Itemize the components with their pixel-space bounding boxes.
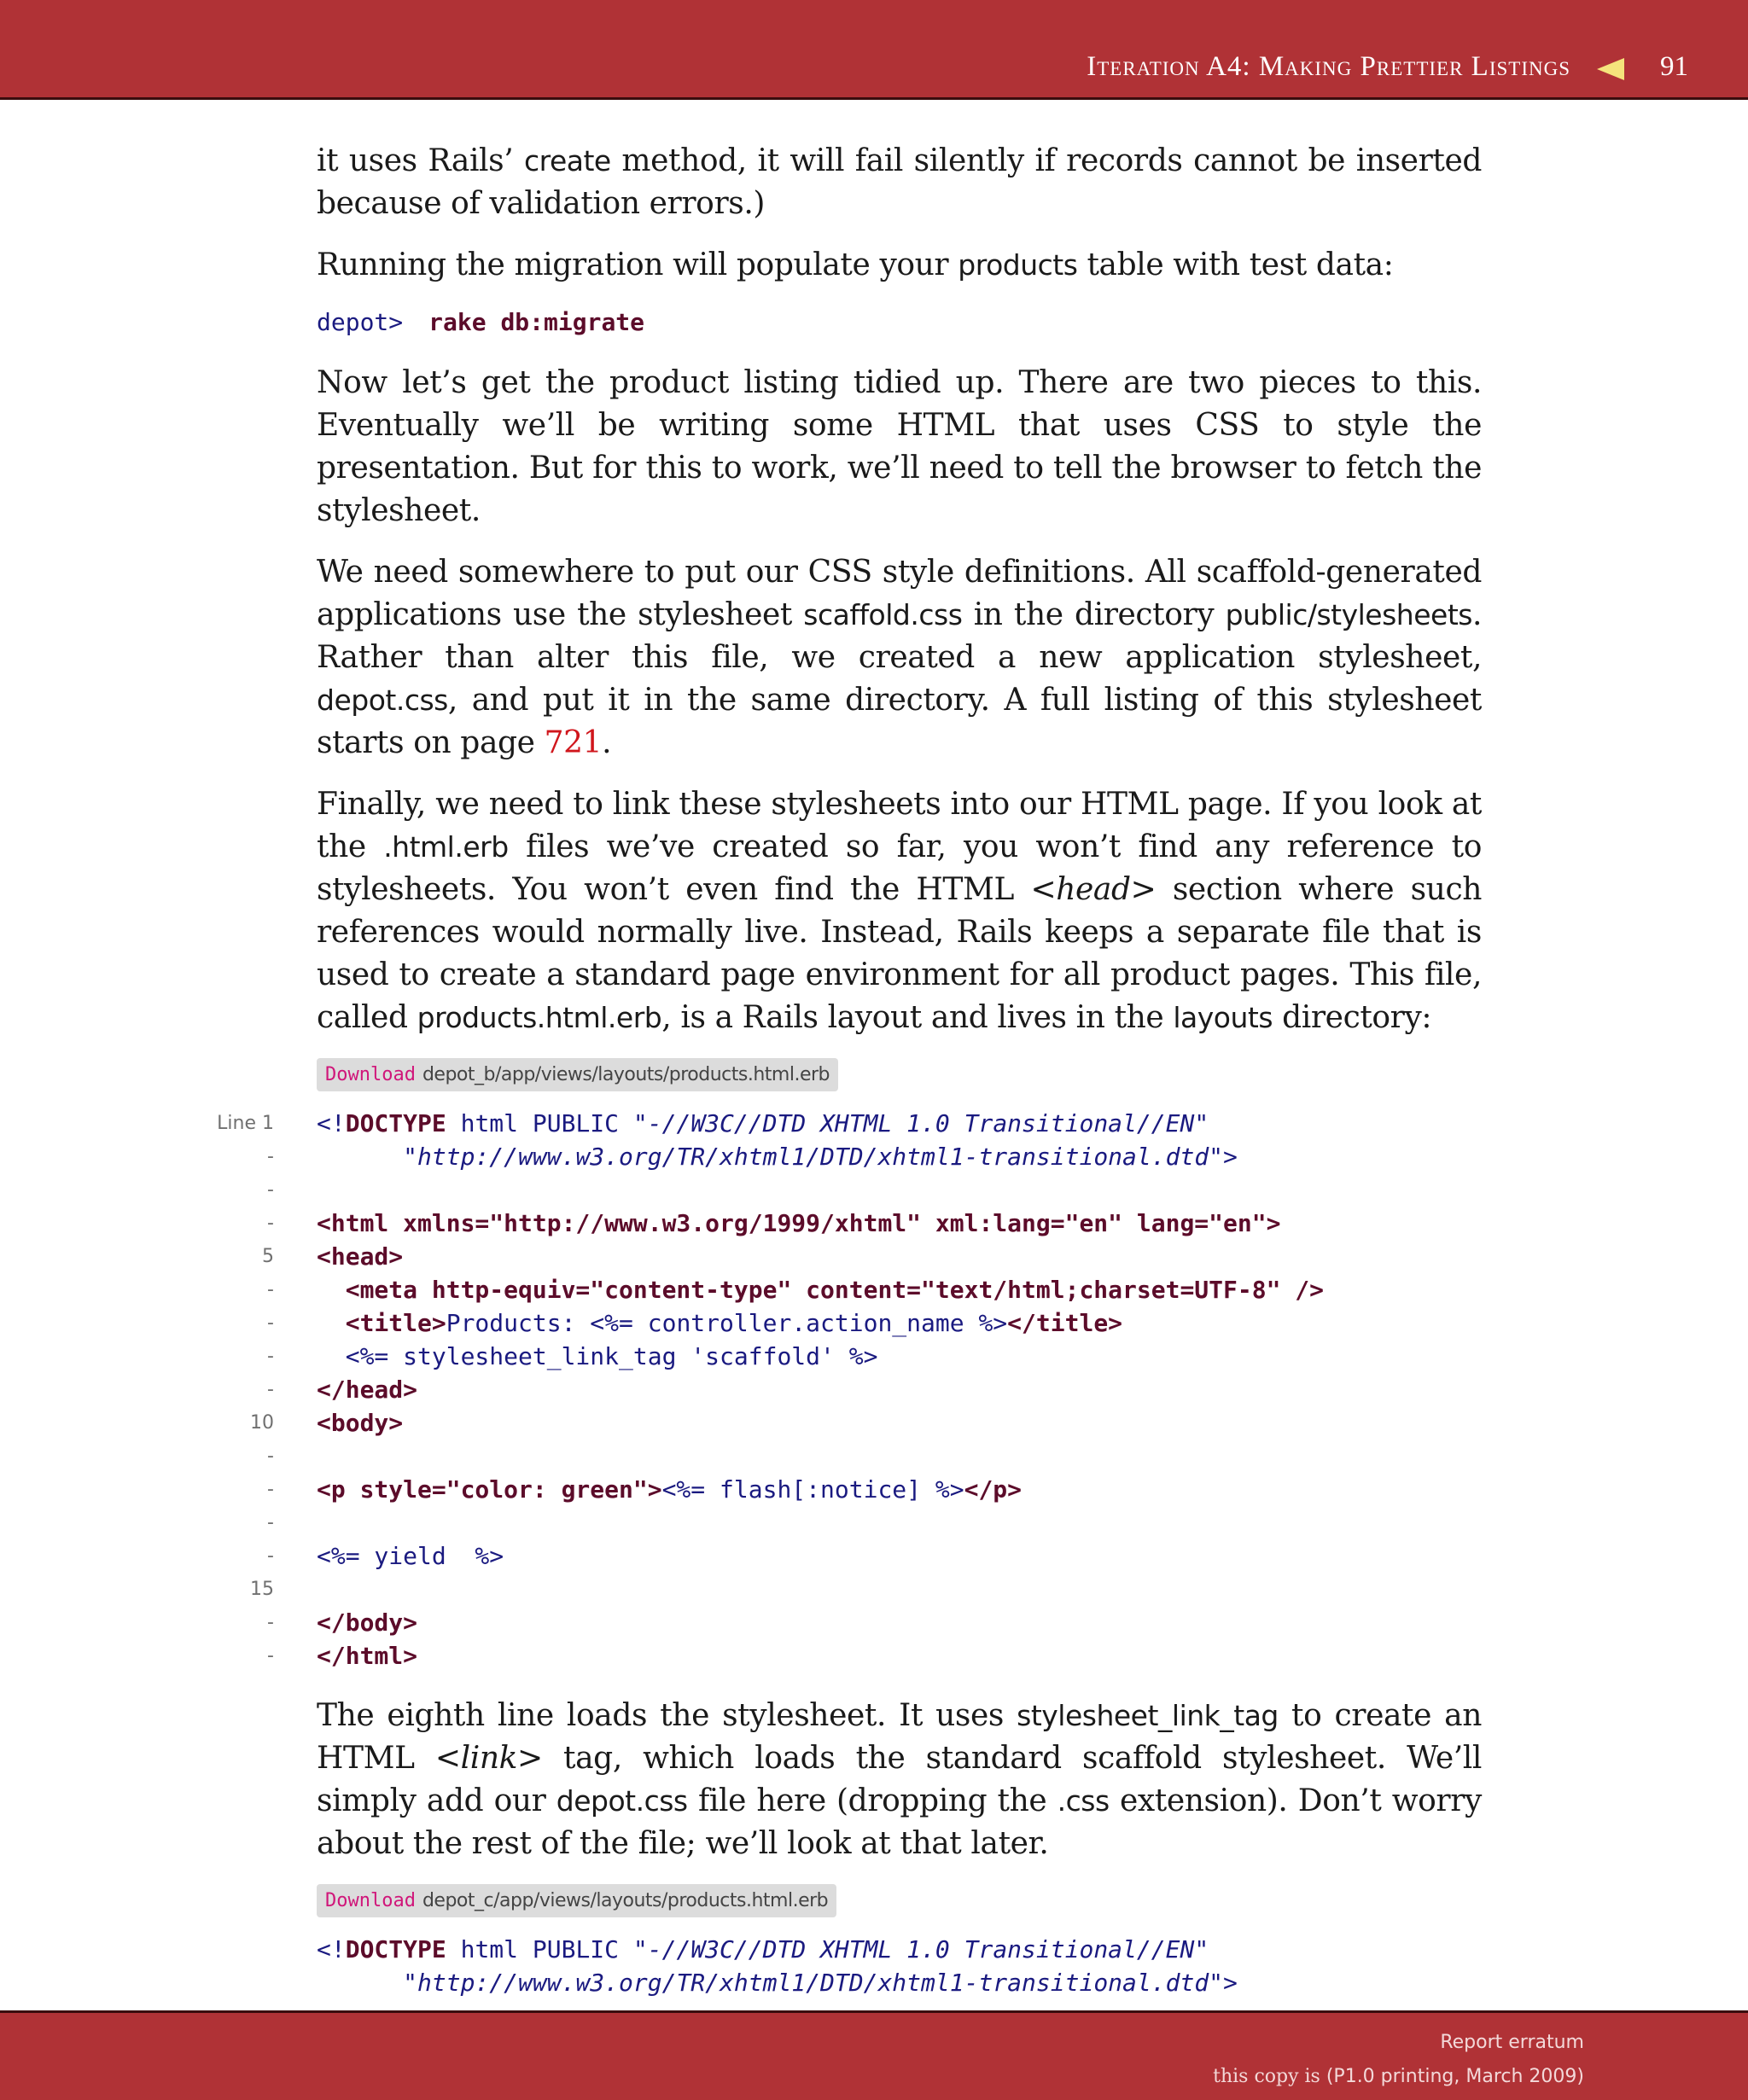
code-line: - </body> — [317, 1606, 1482, 1639]
code-line: "http://www.w3.org/TR/xhtml1/DTD/xhtml1-transitional.dtd"> — [403, 1969, 1238, 1997]
code-line: - </head> — [317, 1373, 1482, 1406]
running-header-title: Iteration A4: Making Prettier Listings — [1087, 51, 1570, 82]
line-number: - — [267, 1645, 274, 1667]
paragraph-6: The eighth line loads the stylesheet. It uses stylesheet_link_tag to create an HTML <link> tag, which loads the standard scaffold stylesheet. We’ll simply add our depot.css file here (dropping the .css extension). Don’t worry about the rest of the file; we’ll look at that later. — [317, 1698, 1482, 1861]
paragraph-4: We need somewhere to put our CSS style definitions. All scaffold-generated applications use the stylesheet scaffold.css in the directory public/stylesheets. Rather than alter this file, we created a new application stylesheet, depot.css, and put it in the same directory. A full listing of this stylesheet starts on page 721. — [317, 555, 1482, 760]
code-line: - <title>Products: <%= controller.action_name %></title> — [317, 1306, 1482, 1340]
report-erratum-link[interactable]: Report erratum — [1440, 2032, 1584, 2053]
line-number: - — [267, 1545, 274, 1567]
paragraph-2: Running the migration will populate your products table with test data: — [317, 247, 1394, 282]
back-arrow-icon[interactable] — [1597, 58, 1624, 80]
command-text: rake db:migrate — [428, 308, 645, 336]
code-line — [267, 1173, 1482, 1207]
paragraph-5: Finally, we need to link these stylesheets into our HTML page. If you look at the .html.erb files we’ve created so far, you won’t find any reference to stylesheets. You won’t even find the HTML <head> section where such references would normally live. Instead, Rails keeps a separate file that is used to create a standard page environment for all product pages. This file, called products.html.erb, is a Rails layout and lives in the layouts directory: — [317, 787, 1483, 1035]
line-number: - — [267, 1612, 274, 1633]
code-line: Line 1 <!DOCTYPE html PUBLIC "-//W3C//DTD XHTML 1.0 Transitional//EN" — [317, 1107, 1482, 1140]
line-number: - — [267, 1346, 274, 1367]
line-number: - — [267, 1512, 274, 1533]
page-content — [217, 140, 1483, 2021]
line-number: 5 — [262, 1246, 274, 1267]
paragraph-1: it uses Rails’ create method, it will fail silently if records cannot be inserted because of validation errors.) — [317, 143, 1483, 221]
line-number: - — [267, 1479, 274, 1500]
code-listing-2 — [317, 1933, 1482, 1999]
line-number: - — [267, 1179, 274, 1201]
code-line: - <html xmlns="http://www.w3.org/1999/xhtml" xml:lang="en" lang="en"> — [317, 1207, 1482, 1240]
code-line: - <meta http-equiv="content-type" content="text/html;charset=UTF-8" /> — [317, 1273, 1482, 1306]
page-number: 91 — [1660, 51, 1688, 82]
command-prompt: depot> — [317, 308, 404, 336]
copy-info: this copy is (P1.0 printing, March 2009) — [1213, 2066, 1584, 2087]
code-line — [267, 1506, 1482, 1539]
code-line: - <p style="color: green"><%= flash[:notice] %></p> — [317, 1473, 1482, 1506]
code-listing-1 — [217, 1107, 1482, 1672]
code-line: - "http://www.w3.org/TR/xhtml1/DTD/xhtml1-transitional.dtd"> — [317, 1140, 1482, 1173]
code-line: 5 <head> — [317, 1240, 1482, 1273]
code-line: - <%= stylesheet_link_tag 'scaffold' %> — [317, 1340, 1482, 1373]
code-line: - <%= yield %> — [317, 1539, 1482, 1573]
download-link-2[interactable]: Download depot_c/app/views/layouts/products.html.erb — [317, 1884, 836, 1917]
line-number: - — [267, 1146, 274, 1167]
header-bar — [0, 0, 1748, 100]
code-line: <!DOCTYPE html PUBLIC "-//W3C//DTD XHTML 1.0 Transitional//EN" — [317, 1935, 1209, 1963]
line-number: 15 — [250, 1579, 274, 1600]
code-line — [250, 1573, 1482, 1606]
line-number: - — [267, 1279, 274, 1300]
download-link-1[interactable]: Download depot_b/app/views/layouts/products.html.erb — [317, 1058, 838, 1091]
code-line — [267, 1440, 1482, 1473]
line-number: Line 1 — [217, 1113, 274, 1134]
code-line: - </html> — [317, 1639, 1482, 1672]
footer-bar — [0, 2010, 1748, 2100]
paragraph-3: Now let’s get the product listing tidied up. There are two pieces to this. Eventually we’ll be writing some HTML that uses CSS to style the presentation. But for this to work, we’ll need to tell the browser to fetch the stylesheet. — [317, 365, 1482, 528]
page-reference-link[interactable]: 721 — [544, 725, 603, 760]
line-number: - — [267, 1379, 274, 1400]
code-line: 10 <body> — [317, 1406, 1482, 1440]
line-number: - — [267, 1312, 274, 1334]
line-number: 10 — [250, 1412, 274, 1434]
command-line — [317, 305, 1482, 340]
line-number: - — [267, 1446, 274, 1467]
line-number: - — [267, 1213, 274, 1234]
